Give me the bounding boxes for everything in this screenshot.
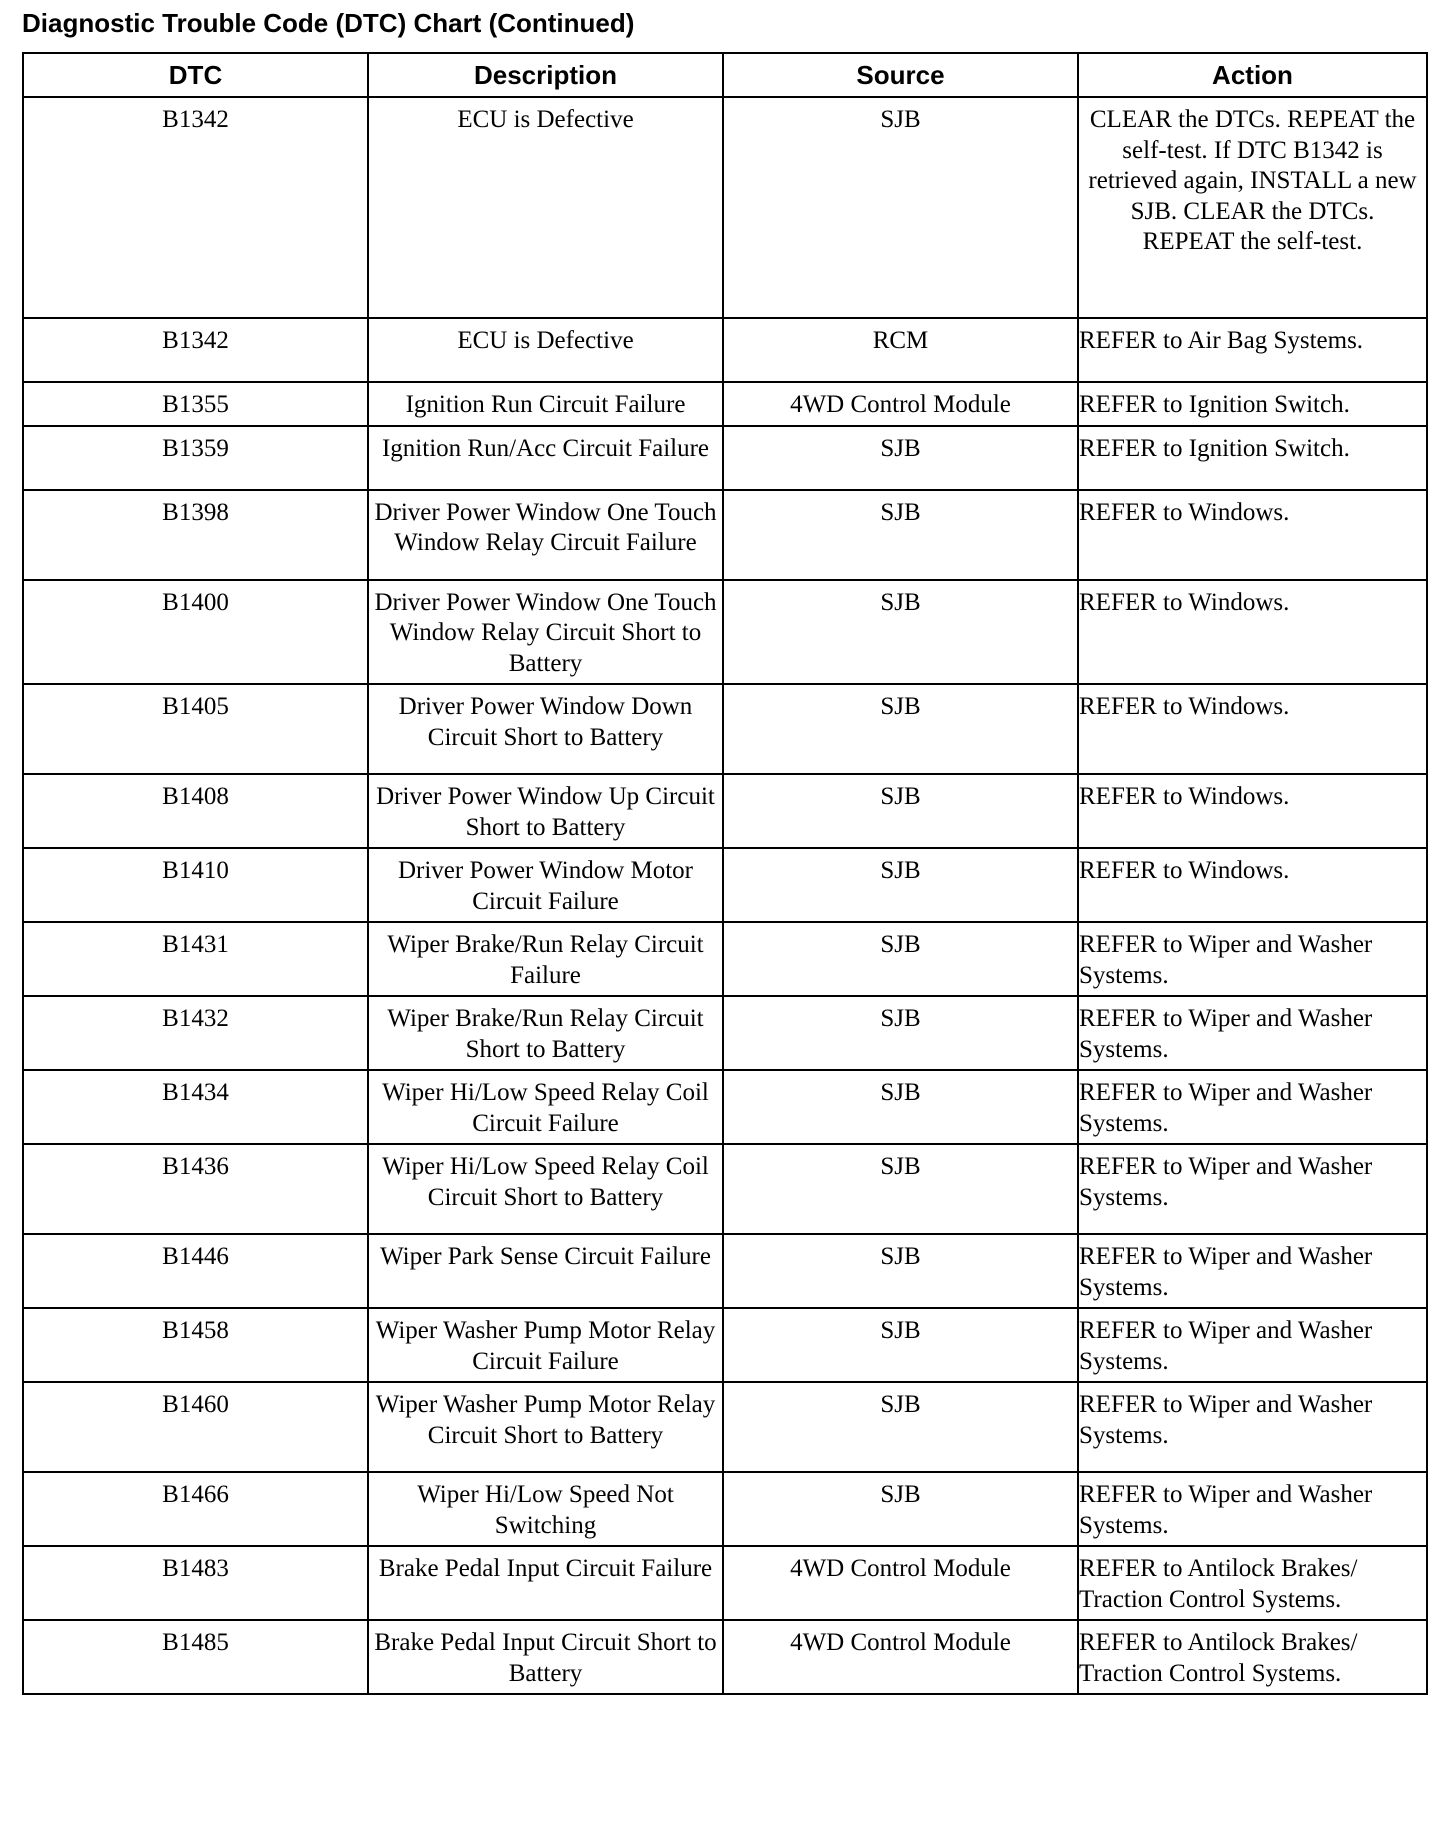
- action-cell: REFER to Windows.: [1078, 848, 1427, 922]
- action-cell: REFER to Antilock Brakes/ Traction Control Systems.: [1078, 1546, 1427, 1620]
- source-cell: SJB: [723, 848, 1078, 922]
- page-title: Diagnostic Trouble Code (DTC) Chart (Continued): [22, 8, 635, 38]
- source-cell: SJB: [723, 922, 1078, 996]
- action-cell: REFER to Wiper and Washer Systems.: [1078, 922, 1427, 996]
- description-cell: Brake Pedal Input Circuit Short to Battery: [368, 1620, 723, 1694]
- table-row: [23, 1472, 1427, 1546]
- dtc-table: [22, 52, 1428, 1695]
- table-row: [23, 1234, 1427, 1308]
- table-row: [23, 1144, 1427, 1234]
- table-row: [23, 318, 1427, 382]
- action-cell: REFER to Wiper and Washer Systems.: [1078, 1070, 1427, 1144]
- description-cell: Brake Pedal Input Circuit Failure: [368, 1546, 723, 1620]
- action-cell: REFER to Wiper and Washer Systems.: [1078, 1308, 1427, 1382]
- source-cell: RCM: [723, 318, 1078, 382]
- dtc-code-cell: B1408: [23, 774, 368, 848]
- description-cell: Wiper Washer Pump Motor Relay Circuit Short to Battery: [368, 1382, 723, 1472]
- table-row: [23, 1308, 1427, 1382]
- source-cell: SJB: [723, 97, 1078, 318]
- action-cell: REFER to Wiper and Washer Systems.: [1078, 1382, 1427, 1472]
- table-row: [23, 580, 1427, 685]
- table-row: [23, 922, 1427, 996]
- column-header-action: Action: [1078, 53, 1427, 97]
- dtc-code-cell: B1460: [23, 1382, 368, 1472]
- dtc-code-cell: B1485: [23, 1620, 368, 1694]
- source-cell: SJB: [723, 490, 1078, 580]
- source-cell: SJB: [723, 580, 1078, 685]
- description-cell: ECU is Defective: [368, 97, 723, 318]
- dtc-code-cell: B1466: [23, 1472, 368, 1546]
- action-cell: REFER to Wiper and Washer Systems.: [1078, 1234, 1427, 1308]
- dtc-code-cell: B1405: [23, 684, 368, 774]
- table-row: [23, 774, 1427, 848]
- table-row: [23, 848, 1427, 922]
- dtc-code-cell: B1342: [23, 97, 368, 318]
- table-row: [23, 1546, 1427, 1620]
- table-row: [23, 1620, 1427, 1694]
- table-row: [23, 1382, 1427, 1472]
- description-cell: Ignition Run Circuit Failure: [368, 382, 723, 426]
- description-cell: Driver Power Window Down Circuit Short to Battery: [368, 684, 723, 774]
- description-cell: Driver Power Window One Touch Window Relay Circuit Failure: [368, 490, 723, 580]
- dtc-code-cell: B1432: [23, 996, 368, 1070]
- source-cell: SJB: [723, 774, 1078, 848]
- dtc-code-cell: B1398: [23, 490, 368, 580]
- table-row: [23, 996, 1427, 1070]
- dtc-code-cell: B1342: [23, 318, 368, 382]
- action-cell: REFER to Air Bag Systems.: [1078, 318, 1427, 382]
- description-cell: Wiper Washer Pump Motor Relay Circuit Failure: [368, 1308, 723, 1382]
- source-cell: SJB: [723, 1472, 1078, 1546]
- dtc-code-cell: B1446: [23, 1234, 368, 1308]
- description-cell: Wiper Brake/Run Relay Circuit Failure: [368, 922, 723, 996]
- table-row: [23, 97, 1427, 318]
- action-cell: REFER to Ignition Switch.: [1078, 382, 1427, 426]
- source-cell: SJB: [723, 1308, 1078, 1382]
- action-cell: REFER to Windows.: [1078, 580, 1427, 685]
- action-cell: REFER to Windows.: [1078, 774, 1427, 848]
- table-row: [23, 382, 1427, 426]
- description-cell: Driver Power Window Motor Circuit Failure: [368, 848, 723, 922]
- dtc-code-cell: B1410: [23, 848, 368, 922]
- action-cell: REFER to Wiper and Washer Systems.: [1078, 996, 1427, 1070]
- description-cell: Driver Power Window Up Circuit Short to Battery: [368, 774, 723, 848]
- source-cell: SJB: [723, 1144, 1078, 1234]
- column-header-dtc: DTC: [23, 53, 368, 97]
- source-cell: SJB: [723, 426, 1078, 490]
- dtc-code-cell: B1355: [23, 382, 368, 426]
- source-cell: SJB: [723, 684, 1078, 774]
- table-row: [23, 1070, 1427, 1144]
- source-cell: SJB: [723, 1234, 1078, 1308]
- description-cell: Wiper Park Sense Circuit Failure: [368, 1234, 723, 1308]
- table-row: [23, 490, 1427, 580]
- action-cell: REFER to Windows.: [1078, 490, 1427, 580]
- table-header-row: [23, 53, 1427, 97]
- source-cell: 4WD Control Module: [723, 1620, 1078, 1694]
- source-cell: SJB: [723, 1070, 1078, 1144]
- column-header-source: Source: [723, 53, 1078, 97]
- source-cell: SJB: [723, 1382, 1078, 1472]
- dtc-code-cell: B1436: [23, 1144, 368, 1234]
- table-row: [23, 684, 1427, 774]
- table-row: [23, 426, 1427, 490]
- dtc-code-cell: B1483: [23, 1546, 368, 1620]
- dtc-code-cell: B1458: [23, 1308, 368, 1382]
- description-cell: Wiper Hi/Low Speed Relay Coil Circuit Failure: [368, 1070, 723, 1144]
- action-cell: REFER to Wiper and Washer Systems.: [1078, 1472, 1427, 1546]
- action-cell: REFER to Ignition Switch.: [1078, 426, 1427, 490]
- description-cell: ECU is Defective: [368, 318, 723, 382]
- description-cell: Wiper Brake/Run Relay Circuit Short to Battery: [368, 996, 723, 1070]
- description-cell: Driver Power Window One Touch Window Relay Circuit Short to Battery: [368, 580, 723, 685]
- column-header-description: Description: [368, 53, 723, 97]
- dtc-code-cell: B1434: [23, 1070, 368, 1144]
- dtc-code-cell: B1431: [23, 922, 368, 996]
- source-cell: SJB: [723, 996, 1078, 1070]
- description-cell: Ignition Run/Acc Circuit Failure: [368, 426, 723, 490]
- description-cell: Wiper Hi/Low Speed Relay Coil Circuit Short to Battery: [368, 1144, 723, 1234]
- action-cell: CLEAR the DTCs. REPEAT the self-test. If DTC B1342 is retrieved again, INSTALL a new SJB. CLEAR the DTCs. REPEAT the self-test.: [1078, 97, 1427, 318]
- source-cell: 4WD Control Module: [723, 1546, 1078, 1620]
- description-cell: Wiper Hi/Low Speed Not Switching: [368, 1472, 723, 1546]
- action-cell: REFER to Windows.: [1078, 684, 1427, 774]
- dtc-code-cell: B1359: [23, 426, 368, 490]
- action-cell: REFER to Antilock Brakes/ Traction Control Systems.: [1078, 1620, 1427, 1694]
- source-cell: 4WD Control Module: [723, 382, 1078, 426]
- dtc-code-cell: B1400: [23, 580, 368, 685]
- action-cell: REFER to Wiper and Washer Systems.: [1078, 1144, 1427, 1234]
